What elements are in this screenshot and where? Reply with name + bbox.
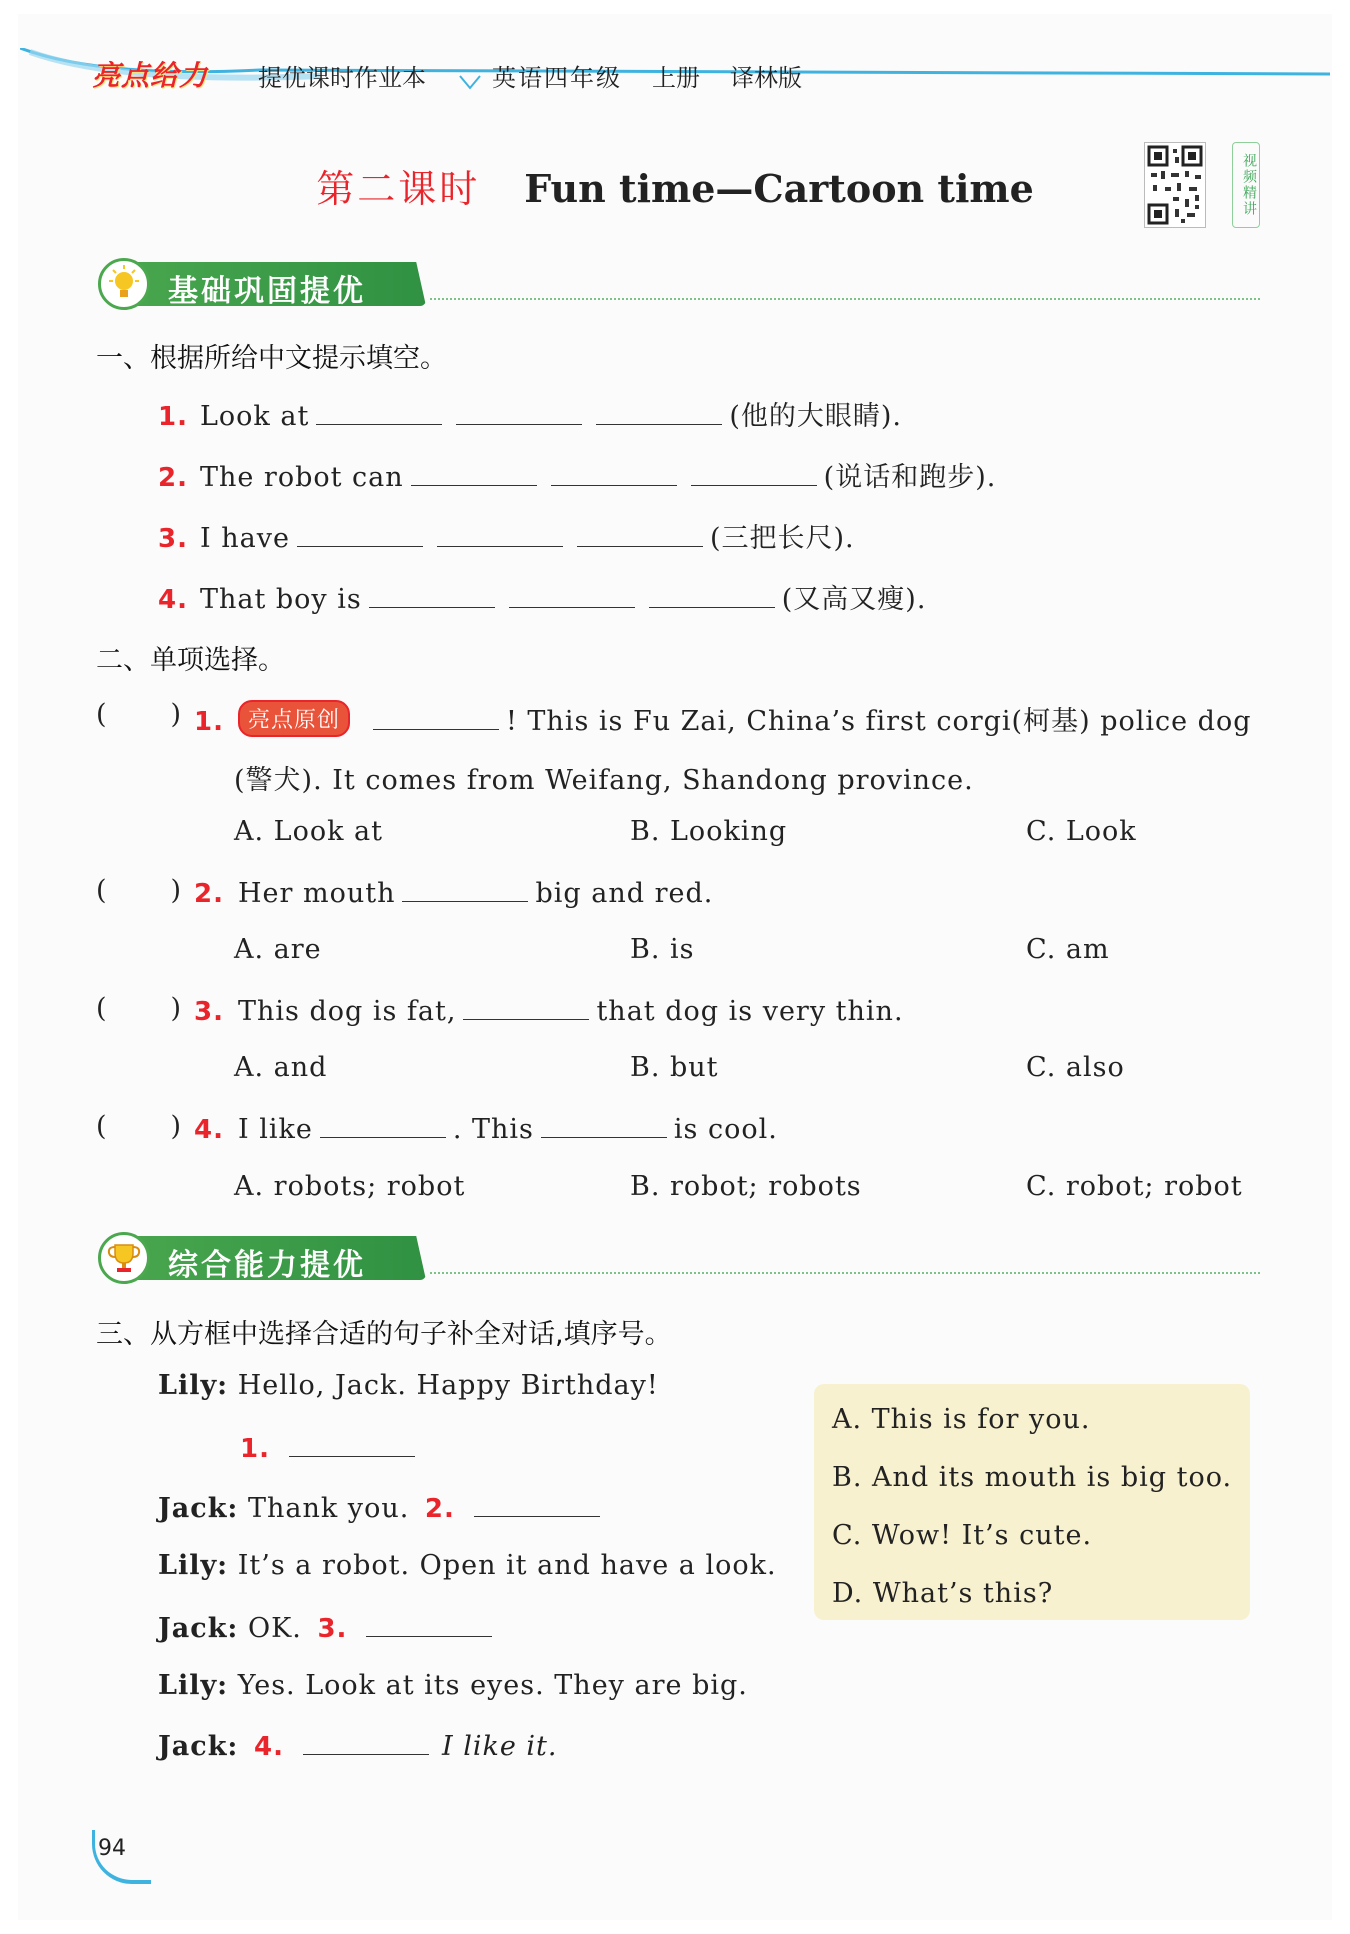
answer-blank[interactable] xyxy=(402,875,528,902)
answer-blank[interactable] xyxy=(437,520,563,547)
section-banner-comprehensive xyxy=(100,1236,1260,1284)
answer-bracket[interactable]: ( ) xyxy=(96,875,182,906)
choice-item-1-cont: (警犬). It comes from Weifang, Shandong province. xyxy=(234,765,974,796)
answer-bracket[interactable]: ( ) xyxy=(96,993,182,1024)
answer-blank[interactable] xyxy=(297,520,423,547)
dotted-divider xyxy=(430,1272,1260,1274)
answer-blank[interactable] xyxy=(474,1490,600,1517)
answer-blank[interactable] xyxy=(463,993,589,1020)
option-b: B. robot; robots xyxy=(630,1171,862,1202)
answer-blank[interactable] xyxy=(369,581,495,608)
answer-blank[interactable] xyxy=(456,398,582,425)
volume: 上册 xyxy=(652,64,700,92)
answer-blank[interactable] xyxy=(649,581,775,608)
fill-item-1: 1. Look at (他的大眼睛). xyxy=(158,394,902,433)
page-number: 94 xyxy=(98,1836,126,1861)
answer-blank[interactable] xyxy=(541,1111,667,1138)
page-header xyxy=(0,0,1350,110)
lesson-number: 第二课时 xyxy=(316,167,481,211)
option-c: C. robot; robot xyxy=(1026,1171,1243,1202)
video-lecture-label[interactable]: 视频精讲 xyxy=(1232,142,1260,228)
edition: 译林版 xyxy=(730,64,802,92)
option-c: C. Look xyxy=(1026,816,1137,847)
answer-blank[interactable] xyxy=(596,398,722,425)
answer-blank[interactable] xyxy=(316,398,442,425)
header-info xyxy=(492,58,802,93)
option-b: B. Looking xyxy=(630,816,788,847)
answer-blank[interactable] xyxy=(411,459,537,486)
option-c: C. am xyxy=(1026,934,1110,965)
answer-blank[interactable] xyxy=(509,581,635,608)
box-option-b: B. And its mouth is big too. xyxy=(832,1462,1233,1493)
option-a: A. robots; robot xyxy=(234,1171,466,1202)
choice-item-4: 4. I like . This is cool. xyxy=(194,1111,778,1145)
answer-blank[interactable] xyxy=(303,1728,429,1755)
option-a: A. Look at xyxy=(234,816,383,847)
box-option-c: C. Wow! It’s cute. xyxy=(832,1520,1093,1551)
section-banner-basic xyxy=(100,262,1260,310)
dotted-divider xyxy=(430,298,1260,300)
option-c: C. also xyxy=(1026,1052,1125,1083)
answer-blank[interactable] xyxy=(577,520,703,547)
fill-item-2: 2. The robot can (说话和跑步). xyxy=(158,455,996,494)
option-a: A. and xyxy=(234,1052,328,1083)
answer-bracket[interactable]: ( ) xyxy=(96,1111,182,1142)
lesson-title: Fun time—Cartoon time xyxy=(524,166,1034,211)
dialogue-line-1: Lily: Hello, Jack. Happy Birthday! xyxy=(158,1370,659,1401)
series-name: 提优课时作业本 xyxy=(258,64,426,92)
question-1-heading: 一、根据所给中文提示填空。 xyxy=(96,343,447,374)
dialogue-line-3: Lily: It’s a robot. Open it and have a look. xyxy=(158,1550,777,1581)
original-tag: 亮点原创 xyxy=(238,700,350,737)
section-title-comprehensive: 综合能力提优 xyxy=(168,1248,366,1283)
answer-blank[interactable] xyxy=(289,1430,415,1457)
section-title-basic: 基础巩固提优 xyxy=(168,274,366,309)
fill-item-4: 4. That boy is (又高又瘦). xyxy=(158,577,926,616)
fill-item-3: 3. I have (三把长尺). xyxy=(158,516,855,555)
subject: 英语四年级 xyxy=(492,64,622,92)
answer-blank[interactable] xyxy=(691,459,817,486)
option-b: B. is xyxy=(630,934,695,965)
answer-blank[interactable] xyxy=(320,1111,446,1138)
dialogue-line-6: Jack: 4. I like it. xyxy=(158,1728,557,1762)
dialogue-blank-1: 1. xyxy=(240,1430,422,1464)
options-box xyxy=(814,1384,1250,1620)
question-2-heading: 二、单项选择。 xyxy=(96,645,285,676)
trophy-icon xyxy=(98,1232,150,1284)
answer-blank[interactable] xyxy=(366,1610,492,1637)
brand-logo: 亮点给力 xyxy=(92,59,209,92)
choice-item-3: 3. This dog is fat, that dog is very thin. xyxy=(194,993,904,1027)
choice-item-2: 2. Her mouth big and red. xyxy=(194,875,713,909)
box-option-a: A. This is for you. xyxy=(832,1404,1091,1435)
answer-blank[interactable] xyxy=(373,703,499,730)
dialogue-line-2: Jack: Thank you. 2. xyxy=(158,1490,607,1524)
dialogue-line-5: Lily: Yes. Look at its eyes. They are big. xyxy=(158,1670,748,1701)
answer-blank[interactable] xyxy=(551,459,677,486)
choice-item-1: 1. 亮点原创 ! This is Fu Zai, China’s first corgi(柯基) police dog xyxy=(194,699,1252,738)
answer-bracket[interactable]: ( ) xyxy=(96,699,182,730)
question-3-heading: 三、从方框中选择合适的句子补全对话,填序号。 xyxy=(96,1319,672,1350)
option-b: B. but xyxy=(630,1052,719,1083)
dialogue-line-4: Jack: OK. 3. xyxy=(158,1610,499,1644)
qr-code-icon[interactable] xyxy=(1144,142,1206,228)
lightbulb-icon xyxy=(98,258,150,310)
option-a: A. are xyxy=(234,934,322,965)
box-option-d: D. What’s this? xyxy=(832,1578,1054,1609)
